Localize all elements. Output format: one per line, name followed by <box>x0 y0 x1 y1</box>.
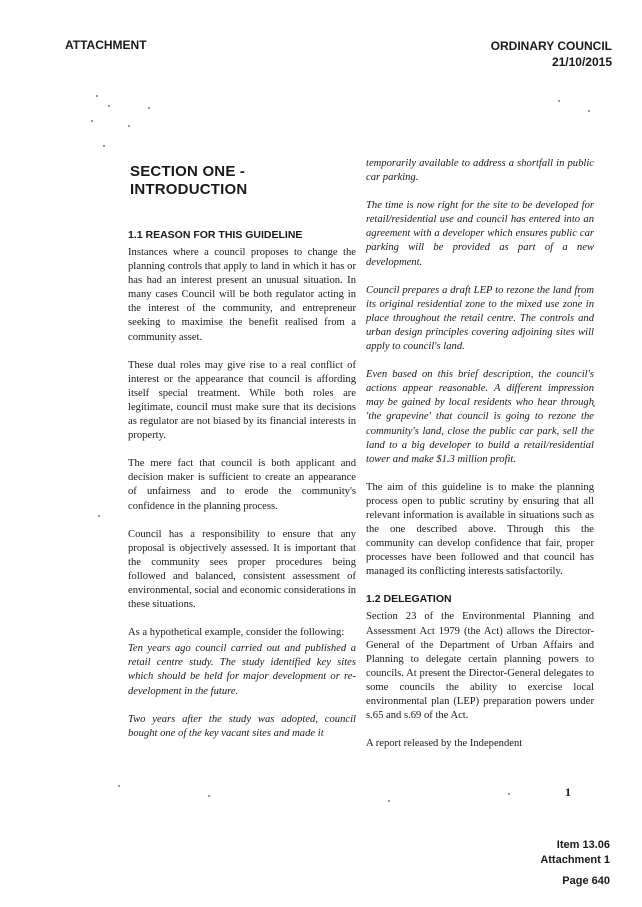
example-paragraph: Ten years ago council carried out and published a retail centre study. The study identified key sites which should be held for major development or re-development in the future. <box>128 643 356 697</box>
footer <box>540 838 610 889</box>
item-number: Item 13.06 <box>556 839 610 851</box>
scanned-page <box>88 95 600 815</box>
subheading-delegation: 1.2 DELEGATION <box>366 593 452 606</box>
example-paragraph: temporarily available to address a shortfall in public car parking. <box>366 158 594 184</box>
paragraph: Council has a responsibility to ensure that any proposal is objectively assessed. It is important that the community sees proper procedures being followed and balanced, consistent assessment of environmental, social and economic considerations in these situations. <box>128 528 356 611</box>
section-title: SECTION ONE - INTRODUCTION <box>130 163 248 198</box>
example-paragraph: Two years after the study was adopted, council bought one of the key vacant sites and made it <box>128 713 356 739</box>
meeting-date: 21/10/2015 <box>551 55 612 69</box>
right-column <box>366 157 594 765</box>
paragraph: A report released by the Independent <box>366 738 523 750</box>
meeting-name: ORDINARY COUNCIL <box>490 39 612 53</box>
page-number: 1 <box>565 785 571 799</box>
meeting-header <box>491 38 612 70</box>
paragraph: As a hypothetical example, consider the following: <box>128 627 345 639</box>
example-paragraph: The time is now right for the site to be developed for retail/residential use and council has entered into an agreement with a developer which ensures public car parking will be provided as part of a new development. <box>366 200 594 268</box>
left-column <box>128 95 356 755</box>
attachment-number: Attachment 1 <box>540 854 610 866</box>
paragraph: Section 23 of the Environmental Planning and Assessment Act 1979 (the Act) allows the Director-General of the Department of Urban Affairs and Planning to delegate certain planning powers to councils. At present the Director-General delegates to some councils the ability to exercise local environmental plan (LEP) preparation powers under s.65 and s.69 of the Act. <box>366 611 594 722</box>
paragraph: The mere fact that council is both applicant and decision maker is sufficient to create an appearance of unfairness and to erode the community's confidence in the planning process. <box>128 458 356 512</box>
paragraph: These dual roles may give rise to a real conflict of interest or the appearance that council is affording itself special treatment. While both roles are legitimate, council must make sure that its decisions as regulator are not biased by its financial interests in property. <box>128 359 356 442</box>
subheading-reason: 1.1 REASON FOR THIS GUIDELINE <box>128 229 303 241</box>
example-paragraph: Council prepares a draft LEP to rezone the land from its original residential zone to the mixed use zone in place throughout the retail centre. The controls and urban design principles covering adjoining sites will apply to council's land. <box>366 284 594 353</box>
attachment-label: ATTACHMENT <box>65 38 147 52</box>
paragraph: Instances where a council proposes to change the planning controls that apply to land in which it has or has had an interest present an unusual situation. In many cases Council will be both regulator acting in the interest of the community, and entrepreneur seeking to maximise the benefit realised from a community asset. <box>128 247 356 343</box>
paragraph: The aim of this guideline is to make the planning process open to public scrutiny by ensuring that all relevant information is available in situations such as the one described above. Through this the community can develop confidence that fair, proper processes have been followed and that council has managed its conflicting interests satisfactorily. <box>366 481 594 578</box>
page-label: Page 640 <box>562 875 610 887</box>
example-paragraph: Even based on this brief description, the council's actions appear reasonable. A different impression may be gained by local residents who hear through 'the grapevine' that council is going to rezone the community's land, close the public car park, sell the land to a big developer to build a retail/residential tower and make $1.3 million profit. <box>366 369 594 465</box>
